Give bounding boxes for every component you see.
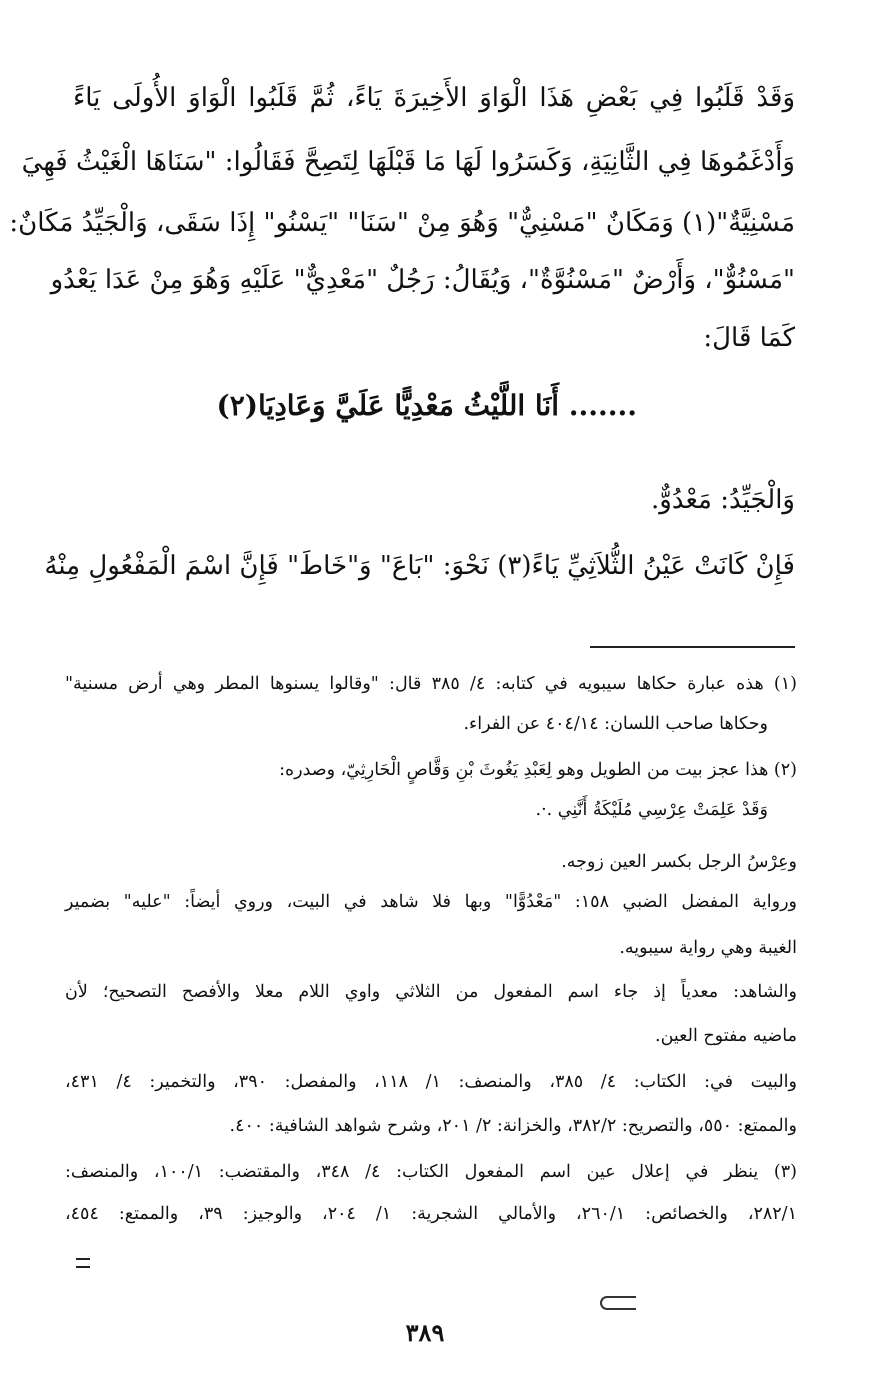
footnote-separator bbox=[590, 646, 795, 648]
continuation-mark bbox=[76, 1258, 90, 1268]
footnote-line: وَقَدْ عَلِمَتْ عِرْسِي مُلَيْكَةُ أَنَّنِي .·. bbox=[535, 800, 768, 820]
body-line: "مَسْنُوٌّ"، وَأَرْضٌ "مَسْنُوَّةٌ"، وَيُقَالُ: رَجُلٌ "مَعْدِيٌّ" عَلَيْهِ وَهُوَ مِنْ عَدَا يَعْدُو bbox=[50, 265, 795, 295]
footnote-line: ورواية المفضل الضبي ١٥٨: "مَعْدُوًّا" وبها فلا شاهد في البيت، وروي أيضاً: "عليه" بضمير bbox=[65, 892, 797, 912]
body-line: كَمَا قَالَ: bbox=[703, 323, 795, 353]
body-line: وَقَدْ قَلَبُوا فِي بَعْضِ هَذَا الْوَاوَ الأَخِيرَةَ يَاءً، ثُمَّ قَلَبُوا الْوَاوَ الأُولَى يَاءً bbox=[73, 83, 795, 113]
body-line: مَسْنِيَّةٌ"(١) وَمَكَانٌ "مَسْنِيٌّ" وَهُوَ مِنْ "سَنَا" "يَسْنُو" إِذَا سَقَى، وَالْجَيِّدُ مَكَانٌ: bbox=[9, 208, 795, 238]
footnote-line: ماضيه مفتوح العين. bbox=[655, 1026, 797, 1046]
body-line: فَإِنْ كَانَتْ عَيْنُ الثُّلاَثِيِّ يَاءً(٣) نَحْوَ: "بَاعَ" وَ"خَاطَ" فَإِنَّ اسْمَ الْمَفْعُولِ مِنْهُ bbox=[44, 551, 795, 581]
footnote-line: وحكاها صاحب اللسان: ٤٠٤/١٤ عن الفراء. bbox=[463, 714, 768, 734]
footnote-line: والبيت في: الكتاب: ٤/ ٣٨٥، والمنصف: ١/ ١١٨، والمفصل: ٣٩٠، والتخمير: ٤/ ٤٣١، bbox=[65, 1072, 797, 1092]
footnote-line: الغيبة وهي رواية سيبويه. bbox=[619, 938, 797, 958]
footnote-line: (٣) ينظر في إعلال عين اسم المفعول الكتاب: ٤/ ٣٤٨، والمقتضب: ١٠٠/١، والمنصف: bbox=[65, 1162, 797, 1182]
footnote-line: والشاهد: معدياً إذ جاء اسم المفعول من الثلاثي واوي اللام معلا والأفصح التصحيح؛ لأن bbox=[65, 982, 797, 1002]
footnote-line: ٢٨٢/١، والخصائص: ٢٦٠/١، والأمالي الشجرية: ١/ ٢٠٤، والوجيز: ٣٩، والممتع: ٤٥٤، bbox=[65, 1204, 797, 1224]
footnote-line: والممتع: ٥٥٠، والتصريح: ٣٨٢/٢، والخزانة: ٢/ ٢٠١، وشرح شواهد الشافية: ٤٠٠. bbox=[229, 1116, 797, 1136]
page-edge-mark bbox=[600, 1296, 636, 1310]
footnote-line: (١) هذه عبارة حكاها سيبويه في كتابه: ٤/ ٣٨٥ قال: "وقالوا يسنوها المطر وهي أرض مسنية" bbox=[65, 674, 797, 694]
footnote-line: وعِرْسُ الرجل بكسر العين زوجه. bbox=[561, 852, 797, 872]
quoted-verse: ....... أَنَا اللَّيْثُ مَعْدِيًّا عَلَيَّ وَعَادِيَا(٢) bbox=[216, 389, 637, 422]
body-line: وَالْجَيِّدُ: مَعْدُوٌّ. bbox=[651, 485, 795, 515]
body-line: وَأَدْغَمُوهَا فِي الثَّانِيَةِ، وَكَسَرُوا لَهَا مَا قَبْلَهَا لِتَصِحَّ فَقَالُوا: "سَنَاهَا الْغَيْثُ فَهِيَ bbox=[21, 147, 795, 177]
page-number: ٣٨٩ bbox=[405, 1318, 445, 1347]
footnote-line: (٢) هذا عجز بيت من الطويل وهو لِعَبْدِ يَغُوثَ بْنِ وَقَّاصٍ الْحَارِثِيّ، وصدره: bbox=[279, 760, 797, 780]
